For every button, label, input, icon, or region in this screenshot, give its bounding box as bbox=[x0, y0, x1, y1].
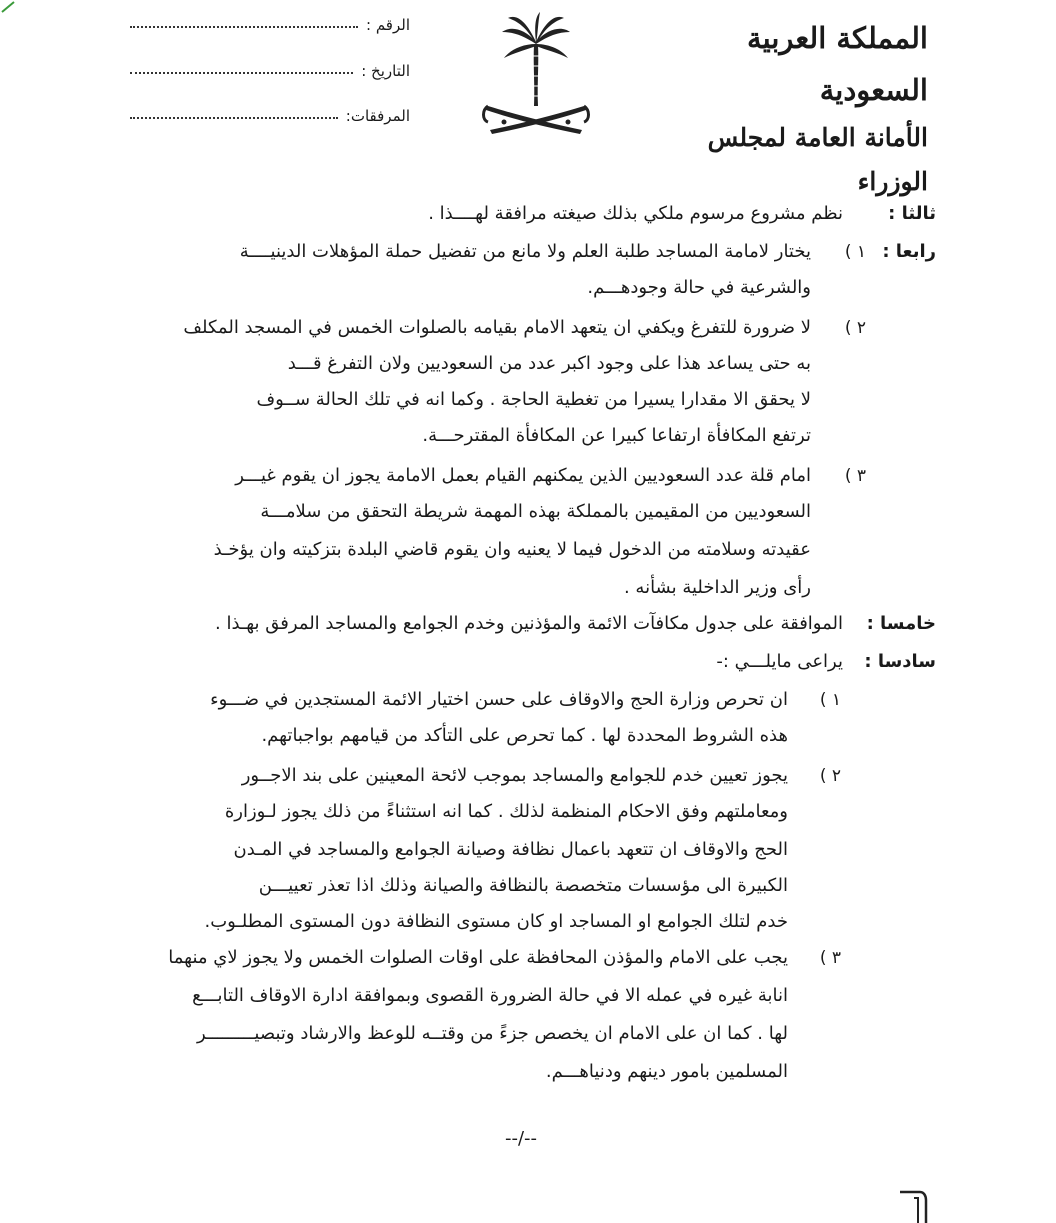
paragraph-line: الكبيرة الى مؤسسات متخصصة بالنظافة والصيانة وذلك اذا تعذر تعييـــن bbox=[258, 875, 788, 896]
date-label: التاريخ : bbox=[361, 62, 410, 80]
paragraph-line: امام قلة عدد السعوديين الذين يمكنهم القيام بعمل الامامة يجوز ان يقوم غيـــر bbox=[235, 465, 811, 486]
section-fifth-text: الموافقة على جدول مكافآت الائمة والمؤذنين وخدم الجوامع والمساجد المرفق بهـذا . bbox=[215, 613, 843, 634]
paragraph-line: الحج والاوقاف ان تتعهد باعمال نظافة وصيانة الجوامع والمساجد في المـدن bbox=[233, 839, 788, 860]
paragraph-line: لها . كما ان على الامام ان يخصص جزءً من وقتــه للوعظ والارشاد وتبصيـــــــــر bbox=[197, 1023, 788, 1044]
paragraph-line: لا يحقق الا مقدارا يسيرا من تغطية الحاجة . وكما انه في تلك الحالة ســوف bbox=[256, 389, 811, 410]
paragraph-line: خدم لتلك الجوامع او المساجد او كان مستوى النظافة دون المستوى المطلـوب. bbox=[204, 911, 788, 932]
attachments-dotted-line bbox=[130, 117, 338, 119]
paragraph-line: يختار لامامة المساجد طلبة العلم ولا مانع من تفضيل حملة المؤهلات الدينيــــة bbox=[239, 241, 811, 262]
paragraph-line: المسلمين بامور دينهم ودنياهـــم. bbox=[545, 1061, 788, 1082]
section-third-label: ثالثا : bbox=[888, 203, 936, 224]
number-field bbox=[130, 4, 410, 34]
page-number: --/-- bbox=[505, 1128, 538, 1149]
section-sixth-intro: يراعى مايلـــي :- bbox=[716, 651, 843, 672]
section-fourth-label: رابعا : bbox=[882, 241, 936, 262]
item-number: ٣ ) bbox=[819, 948, 841, 968]
paragraph-line: انابة غيره في عمله الا في حالة الضرورة القصوى وبموافقة ادارة الاوقاف التابـــع bbox=[192, 985, 788, 1006]
org-department-line: الأمانة العامة لمجلس الوزراء bbox=[707, 123, 928, 196]
paragraph-line: ترتفع المكافأة ارتفاعا كبيرا عن المكافأة المقترحـــة. bbox=[422, 425, 811, 446]
org-name-line: المملكة العربية السعودية bbox=[747, 21, 928, 107]
item-number: ١ ) bbox=[819, 690, 841, 710]
paragraph-line: ان تحرص وزارة الحج والاوقاف على حسن اختيار الائمة المستجدين في ضـــوء bbox=[210, 689, 788, 710]
section-third-text: نظم مشروع مرسوم ملكي بذلك صيغته مرافقة لهــــذا . bbox=[428, 203, 843, 224]
paragraph-line: به حتى يساعد هذا على وجود اكبر عدد من السعوديين ولان التفرغ قـــد bbox=[287, 353, 811, 374]
date-dotted-line bbox=[130, 72, 353, 74]
paragraph-line: يجب على الامام والمؤذن المحافظة على اوقات الصلوات الخمس ولا يجوز لاي منهما bbox=[168, 947, 788, 968]
paragraph-line: لا ضرورة للتفرغ ويكفي ان يتعهد الامام بقيامه بالصلوات الخمس في المسجد المكلف bbox=[183, 317, 811, 338]
saudi-emblem-icon bbox=[480, 10, 592, 138]
corner-bracket-icon bbox=[896, 1188, 930, 1223]
paragraph-line: عقيدته وسلامته من الدخول فيما لا يعنيه وان يقوم قاضي البلدة بتزكيته وان يؤخـذ bbox=[213, 539, 811, 560]
paragraph-line: هذه الشروط المحددة لها . كما تحرص على التأكد من قيامهم بواجباتهم. bbox=[261, 725, 788, 746]
paragraph-line: يجوز تعيين خدم للجوامع والمساجد بموجب لائحة المعينين على بند الاجــور bbox=[241, 765, 788, 786]
item-number: ٣ ) bbox=[844, 466, 866, 486]
section-fifth-label: خامسا : bbox=[866, 613, 936, 634]
date-field bbox=[130, 50, 410, 80]
margin-tick-icon bbox=[0, 0, 18, 14]
paragraph-line: والشرعية في حالة وجودهـــم. bbox=[587, 277, 811, 298]
item-number: ٢ ) bbox=[844, 318, 866, 338]
item-number: ٢ ) bbox=[819, 766, 841, 786]
paragraph-line: ومعاملتهم وفق الاحكام المنظمة لذلك . كما انه استثناءً من ذلك يجوز لـوزارة bbox=[224, 801, 788, 822]
paragraph-line: السعوديين من المقيمين بالمملكة بهذه المهمة شريطة التحقق من سلامـــة bbox=[260, 501, 811, 522]
attachments-label: المرفقات: bbox=[345, 107, 410, 125]
paragraph-line: رأى وزير الداخلية بشأنه . bbox=[623, 577, 811, 598]
attachments-field bbox=[130, 95, 410, 125]
section-sixth-label: سادسا : bbox=[864, 651, 936, 672]
letterhead-organization bbox=[638, 12, 928, 204]
number-label: الرقم : bbox=[366, 16, 410, 34]
item-number: ١ ) bbox=[844, 242, 866, 262]
number-dotted-line bbox=[130, 26, 358, 28]
